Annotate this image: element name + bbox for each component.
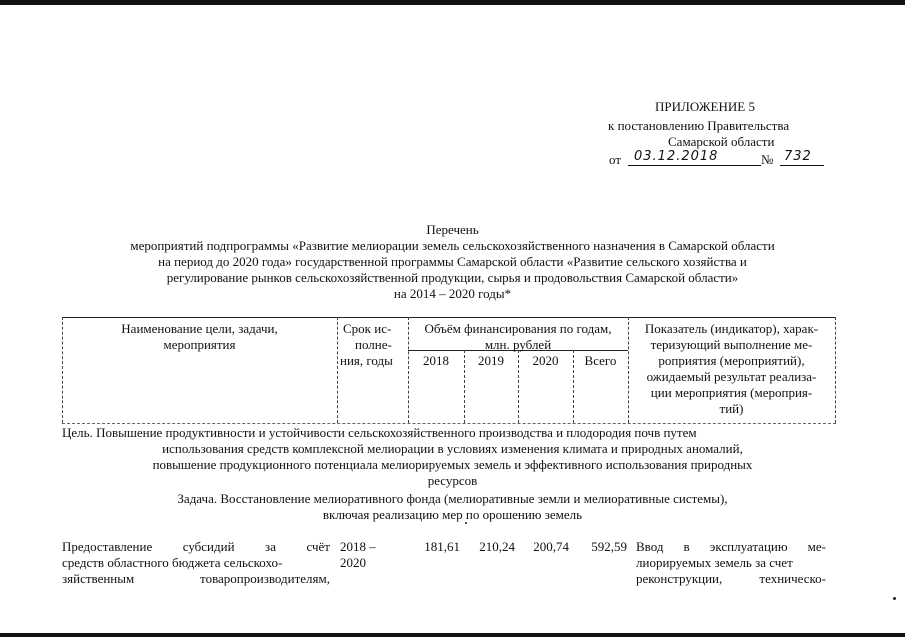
header-indicator-line4: ожидаемый результат реализа- [646, 369, 817, 384]
header-year-2018: 2018 [423, 353, 449, 368]
appendix-title: ПРИЛОЖЕНИЕ 5 [655, 99, 755, 114]
row1-value-2019: 210,24 [479, 539, 515, 554]
scan-speck [893, 597, 896, 600]
row1-value-2020: 200,74 [533, 539, 569, 554]
row1-indicator-line3: реконструкции, техническо- [636, 571, 826, 586]
row1-term-line1: 2018 – [340, 539, 376, 554]
heading-line2: на период до 2020 года» государственной программы Самарской области «Развитие сельского хозяйства и [158, 254, 747, 269]
header-term-line1: Срок ис- [343, 321, 392, 336]
appendix-date: 03.12.2018 [628, 149, 761, 166]
row1-name-line2: средств областного бюджета сельскохо- [62, 555, 283, 570]
header-finance-line2: млн. рублей [484, 337, 552, 352]
header-term-line3: ния, годы [340, 353, 393, 368]
task-line2: включая реализацию мер по орошению земель [322, 507, 583, 522]
appendix-number: 732 [780, 149, 824, 166]
row1-name-line3: зяйственным товаропроизводителям, [62, 571, 330, 586]
appendix-line2: Самарской области [668, 134, 775, 149]
heading-line3: регулирование рынков сельскохозяйственной продукции, сырья и продовольствия Самарской области» [166, 270, 739, 285]
table-right-border [835, 317, 836, 423]
row1-term-line2: 2020 [340, 555, 366, 570]
heading-line4: на 2014 – 2020 годы* [393, 286, 512, 301]
header-year-2020: 2020 [532, 353, 559, 368]
task-line1: Задача. Восстановление мелиоративного фонда (мелиоративные земли и мелиоративные системы), [177, 491, 728, 506]
appendix-number-label: № [761, 152, 774, 167]
header-indicator-line1: Показатель (индикатор), харак- [644, 321, 819, 336]
goal-line3: повышение продукционного потенциала мелиорируемых земель и эффективного использования природных [152, 457, 753, 472]
heading-line1: мероприятий подпрограммы «Развитие мелиорации земель сельскохозяйственного назначения в Самарской области [130, 238, 775, 253]
row1-name-line1: Предоставление субсидий за счёт [62, 539, 330, 554]
appendix-line1: к постановлению Правительства [608, 118, 790, 133]
header-name-line2: мероприятия [163, 337, 236, 352]
row1-value-total: 592,59 [591, 539, 627, 554]
header-indicator-line2: теризующий выполнение ме- [650, 337, 813, 352]
row1-indicator-line2: лиорируемых земель за счет [636, 555, 793, 570]
bottom-border [0, 633, 905, 637]
goal-line4: ресурсов [427, 473, 478, 488]
scan-speck [465, 522, 467, 524]
goal-line1: Цель. Повышение продуктивности и устойчивости сельскохозяйственного производства и плодородия почв путем [62, 425, 697, 440]
header-name-line1: Наименование цели, задачи, [121, 321, 278, 336]
header-year-total: Всего [584, 353, 617, 368]
heading-title: Перечень [426, 222, 479, 237]
goal-line2: использования средств комплексной мелиорации в условиях изменения климата и природных аномалий, [162, 441, 743, 456]
appendix-from-label: от [609, 152, 622, 167]
col-divider-1 [337, 317, 338, 423]
row1-indicator-line1: Ввод в эксплуатацию ме- [636, 539, 826, 554]
header-indicator-line3: роприятия (мероприятий), [658, 353, 805, 368]
header-term-line2: полне- [355, 337, 392, 352]
header-finance-line1: Объём финансирования по годам, [424, 321, 612, 336]
header-indicator-line5: ции мероприятия (мероприя- [650, 385, 813, 400]
table-bottom-line [62, 423, 836, 424]
top-border [0, 0, 905, 5]
table-top-line [62, 317, 836, 318]
row1-value-2018: 181,61 [424, 539, 460, 554]
header-year-2019: 2019 [478, 353, 504, 368]
header-indicator-line6: тий) [719, 401, 744, 416]
